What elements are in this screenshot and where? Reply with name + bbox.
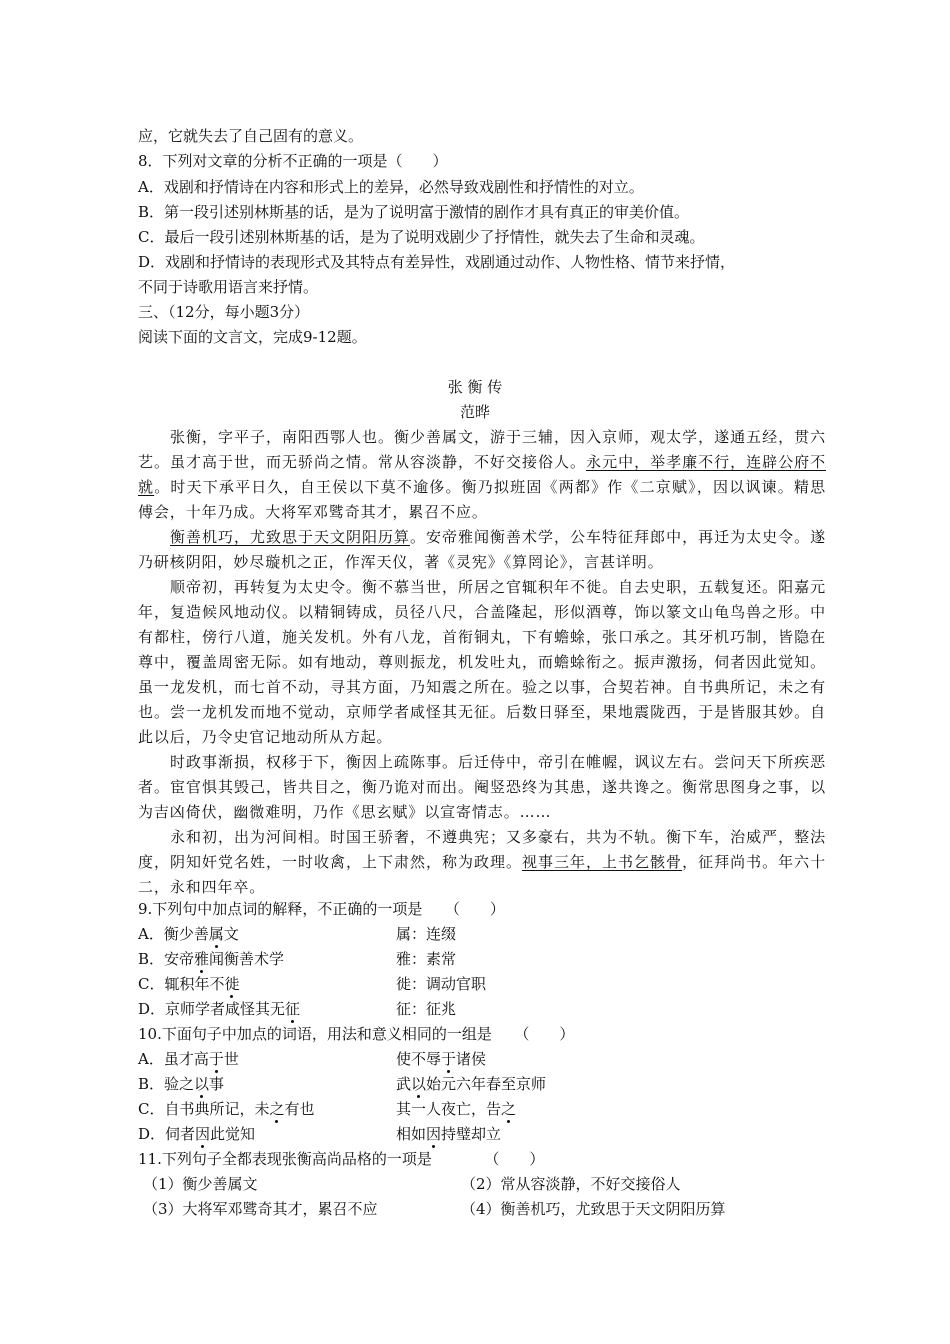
q8-option-c: C．最后一段引述别林斯基的话，是为了说明戏剧少了抒情性，就失去了生命和灵魂。 (138, 228, 705, 246)
q10c-right-pre: 其一人夜亡，告 (396, 1100, 502, 1118)
q10c-right-dotted: 之 (501, 1100, 517, 1118)
p2-underlined: 衡善机巧，尤致思于天文阴阳历算 (170, 528, 411, 546)
q10d-right-pre: 相如 (396, 1125, 427, 1143)
essay-paragraph-1 (138, 425, 826, 525)
q9-answer-a: 属：连缀 (396, 925, 457, 943)
q10d-right-post: 持璧却立 (441, 1125, 502, 1143)
q9c-pre: C．辄积年不 (138, 975, 225, 993)
q10-option-c-left (138, 1099, 315, 1119)
p1-underlined: 永元中，举孝廉不行，连辟公府不就 (138, 453, 826, 496)
q10a-left-dotted: 于 (208, 1050, 224, 1068)
p5-underlined: 视事三年，上书乞骸骨 (522, 853, 683, 871)
q9a-dotted-word: 属 (208, 925, 224, 943)
q10d-left-post: 此觉知 (210, 1125, 256, 1143)
q10c-left-dotted: 之 (269, 1100, 285, 1118)
q10b-left-pre: B．验之 (138, 1075, 195, 1093)
q9a-post: 文 (223, 925, 239, 943)
q10a-right-dotted: 于 (441, 1050, 457, 1068)
p5-text-a: 永和初，出为河间相。时国王骄奢，不遵典宪；又多豪右，共为不轨。衡下车，治威严，整法度，阴知奸党名姓，一时收禽，上下肃然，称为政理。 (138, 828, 826, 871)
q10c-left-pre: C．自书典所记，未 (138, 1100, 270, 1118)
q10b-left-dotted: 以 (194, 1075, 210, 1093)
q9-answer-c: 徙：调动官职 (396, 975, 487, 993)
text-line: 应，它就失去了自己固有的意义。 (138, 127, 364, 145)
essay-paragraph-2 (138, 525, 826, 575)
section-3-heading: 三、（12分，每小题3分） (138, 303, 310, 321)
essay-author: 范晔 (459, 403, 490, 421)
q9b-post: 闻衡善术学 (209, 950, 285, 968)
q8-option-b: B．第一段引述别林斯基的话，是为了说明富于激情的剧作才具有真正的审美价值。 (138, 203, 690, 221)
essay-paragraph-3: 顺帝初，再转复为太史令。衡不慕当世，所居之官辄积年不徙。自去史职，五载复还。阳嘉元年，复造候风地动仪。以精铜铸成，员径八尺，合盖隆起，形似酒尊，饰以篆文山龟鸟兽之形。中有都柱，傍行八道，施关发机。外有八龙，首衔铜丸，下有蟾蜍，张口承之。其牙机巧制，皆隐在尊中，覆盖周密无际。如有地动，尊则振龙，机发吐丸，而蟾蜍衔之。振声激扬，伺者因此觉知。虽一龙发机，而七首不动，寻其方面，乃知震之所在。验之以事，合契若神。自书典所记，未之有也。尝一龙机发而地不觉动，京师学者咸怪其无征。后数日驿至，果地震陇西，于是皆服其妙。自此以后，乃令史官记地动所从方起。 (138, 578, 826, 746)
q9-answer-b: 雅：素常 (396, 950, 457, 968)
q10-option-a-left (138, 1049, 239, 1069)
q9-option-a (138, 924, 239, 944)
q10d-right-dotted: 因 (426, 1125, 442, 1143)
q10-option-b-left (138, 1074, 224, 1094)
essay-title: 张 衡 传 (447, 378, 503, 396)
question-9-stem: 9.下列句中加点词的解释，不正确的一项是 （ ） (138, 900, 505, 918)
q10a-right-post: 诸侯 (456, 1050, 487, 1068)
q9d-pre: D．京师学者咸怪其无 (138, 1000, 286, 1018)
q10a-left-pre: A．虽才高 (138, 1050, 209, 1068)
p5-text-b: ，征拜尚书。年六十二，永和四年卒。 (138, 853, 826, 896)
q9-option-d (138, 999, 300, 1019)
q11-item-2: （2）常从容淡静，不好交接俗人 (461, 1175, 681, 1193)
q9d-dotted-word: 征 (285, 1000, 301, 1018)
essay-paragraph-4: 时政事渐损，权移于下，衡因上疏陈事。后迁侍中，帝引在帷幄，讽议左右。尝问天下所疾恶者。宦官惧其毁己，皆共目之，衡乃诡对而出。阉竖恐终为其患，遂共谗之。衡常思图身之事，以为吉凶倚伏，幽微难明，乃作《思玄赋》以宣寄情志。…… (138, 753, 826, 821)
q9b-dotted-word: 雅 (194, 950, 210, 968)
q10-option-c-right (396, 1099, 516, 1119)
q8-option-a: A．戏剧和抒情诗在内容和形式上的差异，必然导致戏剧性和抒情性的对立。 (138, 178, 644, 196)
q10a-right-pre: 使不辱 (396, 1050, 442, 1068)
q9-answer-d: 征：征兆 (396, 1000, 457, 1018)
q10d-left-dotted: 因 (195, 1125, 211, 1143)
q10d-left-pre: D．伺者 (138, 1125, 196, 1143)
q10-option-d-right (396, 1124, 501, 1144)
question-8-stem: 8．下列对文章的分析不正确的一项是（ ） (138, 152, 448, 170)
question-10-stem: 10.下面句子中加点的词语，用法和意义相同的一组是 （ ） (138, 1025, 575, 1043)
q9b-pre: B．安帝 (138, 950, 195, 968)
q9a-pre: A．衡少善 (138, 925, 209, 943)
q10b-left-post: 事 (209, 1075, 225, 1093)
q10a-left-post: 世 (223, 1050, 239, 1068)
p1-text-a: 张衡，字平子，南阳西鄂人也。衡少善属文，游于三辅，因入京师，观太学，遂通五经，贯六艺。虽才高于世，而无骄尚之情。常从容淡静，不好交接俗人。 (138, 428, 826, 471)
q10-option-a-right (396, 1049, 486, 1069)
reading-instruction: 阅读下面的文言文，完成9-12题。 (138, 328, 367, 346)
p1-text-b: 。时天下承平日久，自王侯以下莫不逾侈。衡乃拟班固《两都》作《二京赋》，因以讽谏。精思傅会，十年乃成。大将军邓骘奇其才，累召不应。 (138, 478, 826, 521)
q10b-right-pre: 武 (396, 1075, 412, 1093)
q10-option-d-left (138, 1124, 255, 1144)
question-11-stem: 11.下列句子全都表现张衡高尚品格的一项是 （ ） (138, 1150, 545, 1168)
q8-option-d-cont: 不同于诗歌用语言来抒情。 (138, 278, 319, 296)
q10b-right-dotted: 以 (411, 1075, 427, 1093)
q11-item-3: （3）大将军邓骘奇其才，累召不应 (143, 1200, 378, 1218)
q9c-dotted-word: 徙 (224, 975, 240, 993)
q10b-right-post: 始元六年春至京师 (426, 1075, 547, 1093)
essay-paragraph-5 (138, 825, 826, 900)
p2-text: 。安帝雅闻衡善术学，公车特征拜郎中，再迁为太史令。遂乃研核阴阳，妙尽璇机之正，作浑天仪，著《灵宪》《算罔论》，言甚详明。 (138, 528, 826, 571)
q8-option-d: D．戏剧和抒情诗的表现形式及其特点有差异性，戏剧通过动作、人物性格、情节来抒情， (138, 253, 736, 271)
q9-option-c (138, 974, 240, 994)
q10-option-b-right (396, 1074, 546, 1094)
q11-item-1: （1）衡少善属文 (143, 1175, 258, 1193)
q11-item-4: （4）衡善机巧，尤致思于天文阴阳历算 (461, 1200, 726, 1218)
q9-option-b (138, 949, 284, 969)
q10c-left-post: 有也 (284, 1100, 315, 1118)
